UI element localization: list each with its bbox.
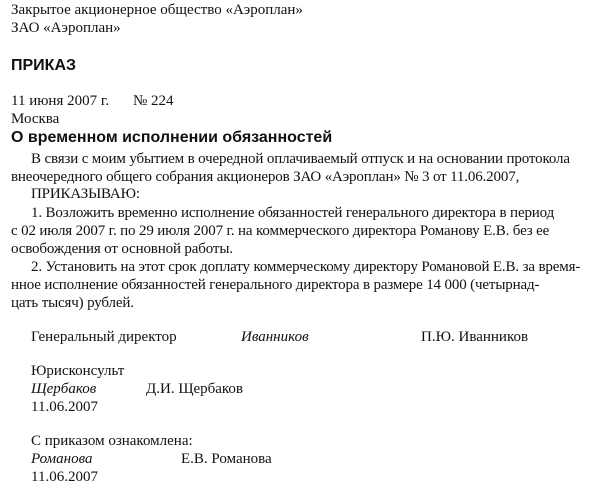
lawyer-name: Д.И. Щербаков [146, 381, 244, 397]
order-heading: О временном исполнении обязанностей [11, 129, 333, 146]
order-number: № 224 [133, 93, 174, 109]
director-title: Генеральный директор [31, 329, 177, 345]
item-2-line: цать тысяч) рублей. [11, 295, 134, 311]
director-signature: Иванников [241, 329, 309, 345]
acquainted-signature: Романова [31, 451, 93, 467]
item-1-line: освобождения от основной работы. [11, 241, 233, 257]
order-date: 11 июня 2007 г. [11, 93, 110, 109]
acquainted-date: 11.06.2007 [31, 469, 98, 485]
lawyer-signature: Щербаков [31, 381, 97, 397]
acquainted-title: С приказом ознакомлена: [31, 433, 193, 449]
item-2-line: нное исполнение обязанностей генерального директора в размере 14 000 (четырнад- [11, 277, 540, 293]
item-1-line: 1. Возложить временно исполнение обязанностей генерального директора в период [31, 205, 555, 221]
preamble-line: внеочередного общего собрания акционеров ЗАО «Аэроплан» № 3 от 11.06.2007, [11, 169, 520, 185]
acquainted-name: Е.В. Романова [181, 451, 272, 467]
order-city: Москва [11, 111, 60, 127]
item-1-line: с 02 июля 2007 г. по 29 июля 2007 г. на коммерческого директора Романову Е.В. без ее [11, 223, 550, 239]
lawyer-title: Юрисконсульт [31, 363, 125, 379]
order-word: ПРИКАЗЫВАЮ: [31, 186, 140, 202]
document-type: ПРИКАЗ [11, 57, 77, 74]
lawyer-date: 11.06.2007 [31, 399, 98, 415]
item-2-line: 2. Установить на этот срок доплату коммерческому директору Романовой Е.В. за время- [31, 259, 581, 275]
organization-full-name: Закрытое акционерное общество «Аэроплан» [11, 2, 303, 18]
preamble-line: В связи с моим убытием в очередной оплачиваемый отпуск и на основании протокола [31, 151, 570, 167]
director-name: П.Ю. Иванников [421, 329, 529, 345]
organization-short-name: ЗАО «Аэроплан» [11, 20, 121, 36]
